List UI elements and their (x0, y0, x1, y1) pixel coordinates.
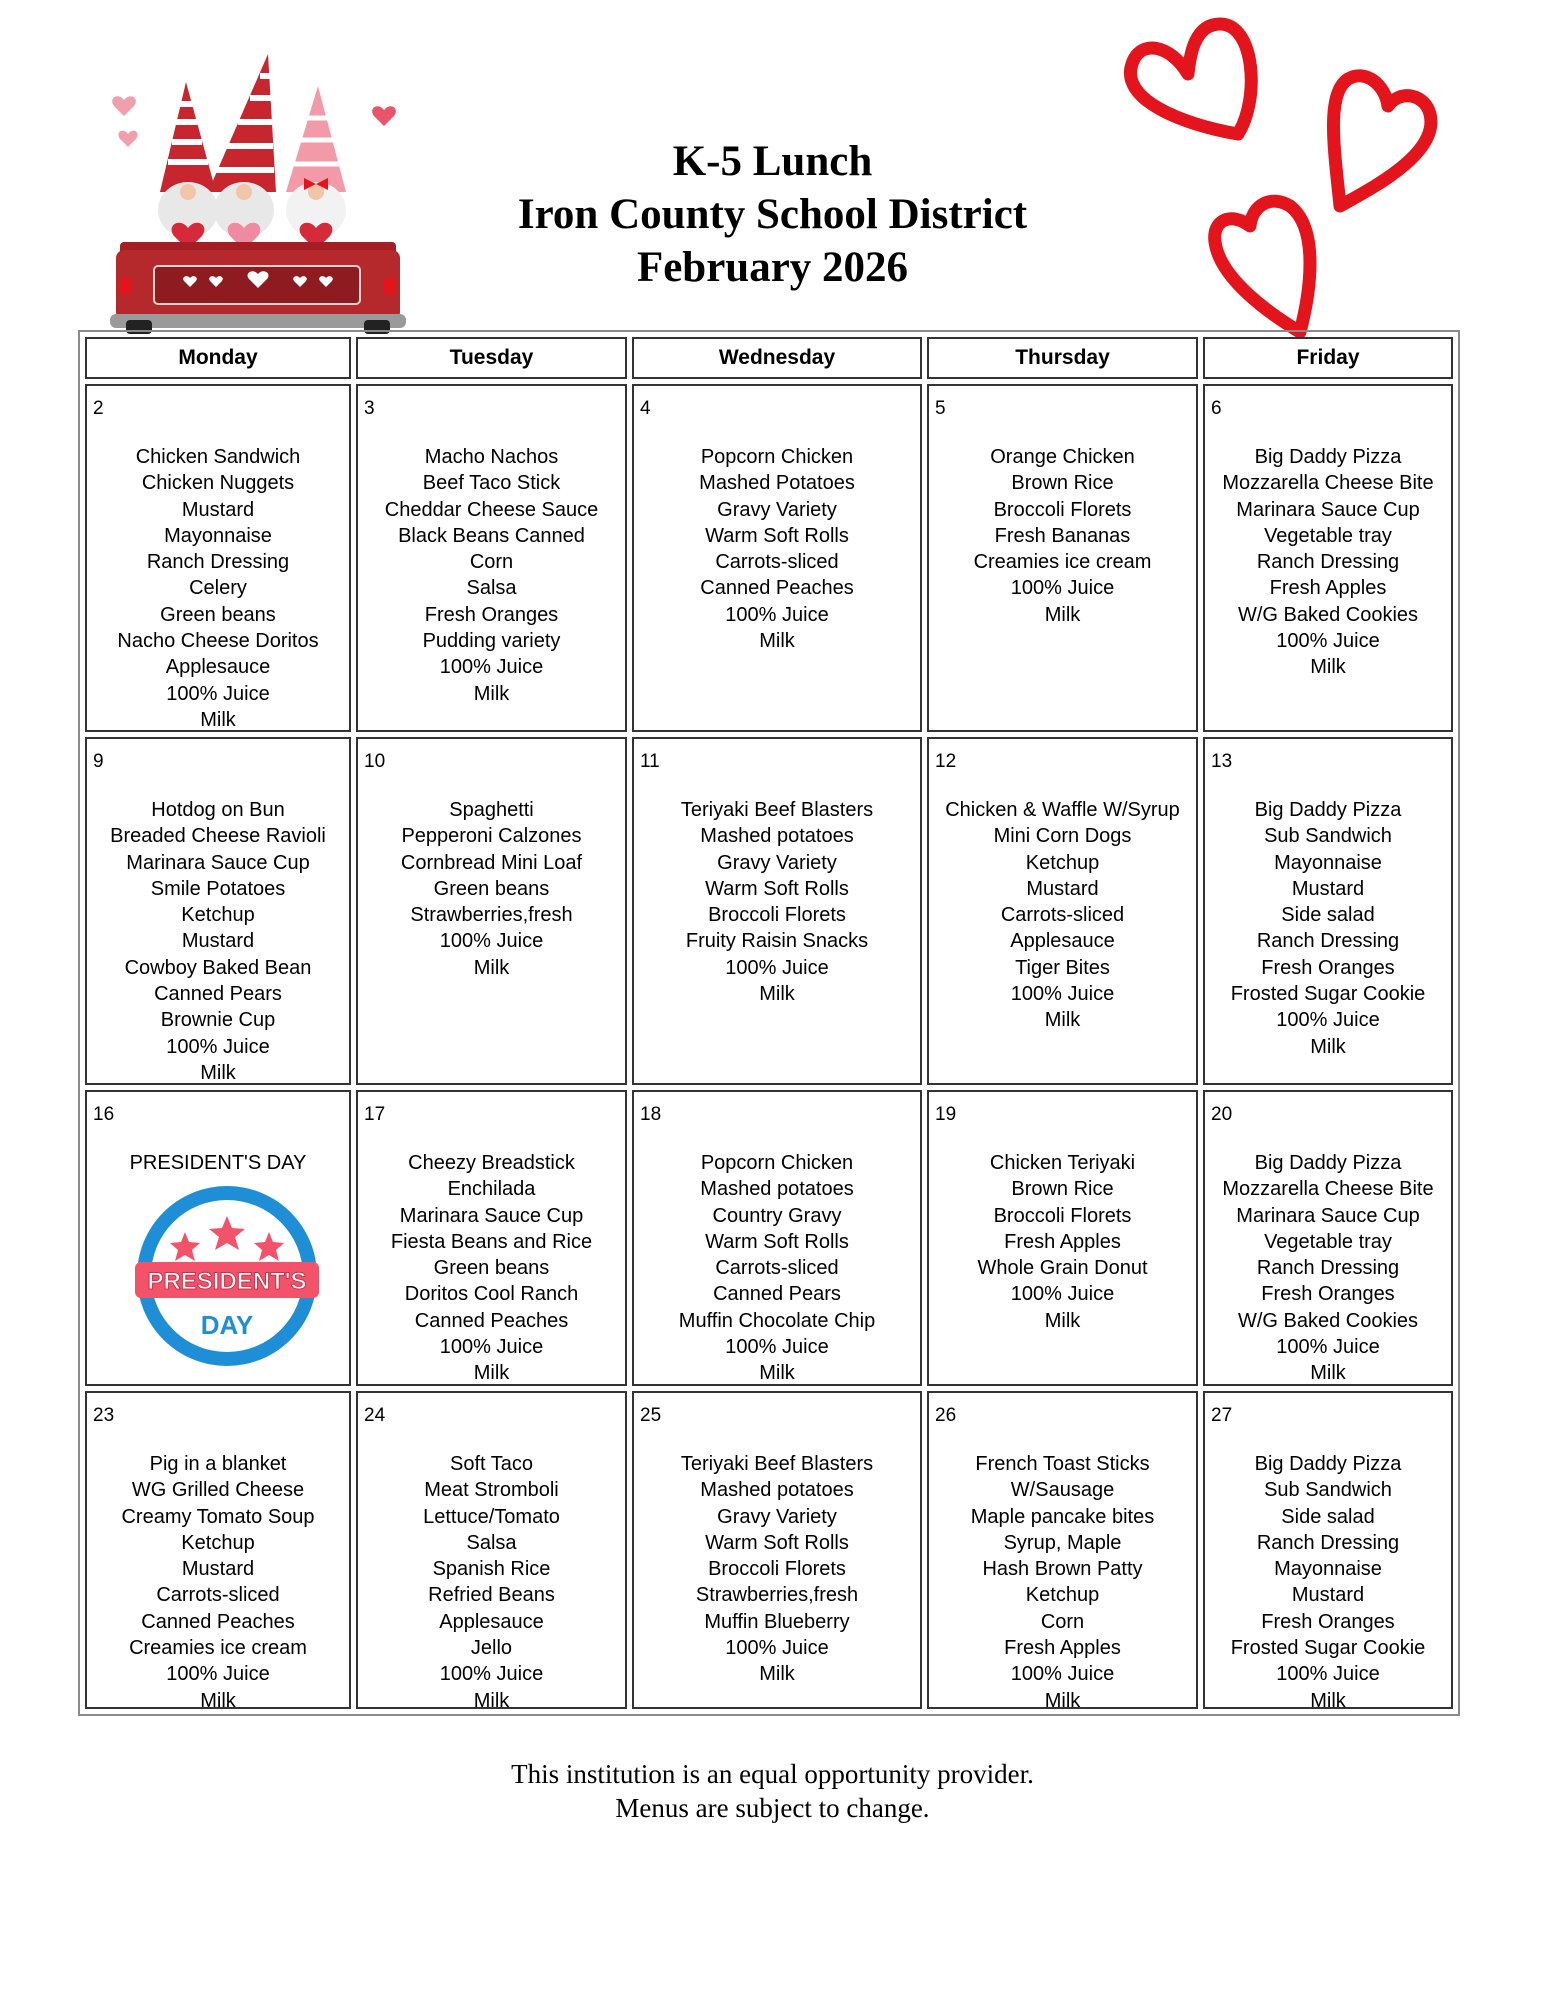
menu-item: Fresh Oranges (1261, 1610, 1395, 1633)
menu-item: Big Daddy Pizza (1254, 446, 1402, 468)
weekday-friday: Friday (1203, 337, 1453, 379)
menu-item: Carrots-sliced (1000, 904, 1125, 927)
menu-item: Vegetable tray (1264, 1230, 1392, 1253)
menu-item: Applesauce (439, 1610, 544, 1633)
menu-item: Ranch Dressing (146, 551, 290, 574)
menu-item: Celery (189, 577, 247, 600)
menu-items (87, 1150, 349, 1176)
menu-items (358, 1451, 625, 1709)
weekday-monday: Monday (85, 337, 351, 379)
weekday-tuesday: Tuesday (356, 337, 627, 379)
menu-item: 100% Juice (166, 682, 270, 705)
menu-items (929, 1451, 1196, 1709)
menu-item: Pepperoni Calzones (401, 825, 582, 848)
day-cell (356, 1090, 627, 1386)
menu-item: Corn (469, 551, 514, 574)
menu-item: Marinara Sauce Cup (399, 1204, 584, 1227)
menu-item: Tiger Bites (1015, 956, 1110, 979)
menu-item: Fresh Oranges (1261, 956, 1395, 979)
menu-items (358, 1150, 625, 1386)
menu-item: Muffin Blueberry (704, 1610, 850, 1633)
day-number: 18 (640, 1104, 662, 1125)
menu-item: Milk (200, 1061, 236, 1084)
day-cell (356, 737, 627, 1085)
menu-item: Ketchup (181, 1531, 255, 1554)
menu-items (87, 444, 349, 732)
menu-item: Brownie Cup (160, 1009, 276, 1032)
menu-item: Milk (473, 1689, 510, 1709)
menu-item: Nacho Cheese Doritos (117, 630, 319, 653)
menu-item: Carrots-sliced (715, 551, 839, 574)
day-number: 19 (935, 1104, 957, 1125)
menu-item: Warm Soft Rolls (705, 524, 849, 547)
menu-item: WG Grilled Cheese (131, 1479, 305, 1502)
day-cell (927, 384, 1198, 732)
menu-item: 100% Juice (439, 656, 544, 679)
menu-item: Chicken & Waffle W/Syrup (945, 799, 1180, 821)
menu-item: Meat Stromboli (424, 1479, 559, 1502)
lunch-calendar (78, 330, 1460, 1716)
menu-item: Milk (473, 682, 510, 705)
menu-item: Mashed potatoes (700, 1479, 854, 1502)
menu-item: Chicken Nuggets (141, 472, 295, 495)
menu-item: Canned Pears (713, 1283, 841, 1306)
menu-item: Mustard (1291, 877, 1365, 900)
menu-item: Milk (200, 708, 236, 731)
menu-item: 100% Juice (166, 1663, 270, 1686)
menu-item: 100% Juice (439, 1336, 544, 1359)
menu-item: Applesauce (165, 656, 271, 679)
menu-item: Mustard (181, 1558, 255, 1581)
menu-item: Side salad (1281, 904, 1375, 927)
menu-items (87, 1451, 349, 1709)
day-number: 2 (93, 398, 104, 419)
menu-items (1205, 1451, 1451, 1709)
menu-item: French Toast Sticks (975, 1453, 1150, 1475)
menu-items (929, 797, 1196, 1034)
menu-item: 100% Juice (166, 1035, 270, 1058)
menu-item: 100% Juice (725, 1336, 829, 1359)
menu-item: Mashed potatoes (700, 825, 854, 848)
menu-item: Frosted Sugar Cookie (1230, 983, 1426, 1006)
menu-item: PRESIDENT'S DAY (129, 1152, 307, 1174)
menu-item: Frosted Sugar Cookie (1230, 1637, 1426, 1660)
day-number: 27 (1211, 1405, 1233, 1426)
menu-items (929, 444, 1196, 628)
menu-item: Teriyaki Beef Blasters (680, 1453, 874, 1475)
menu-item: Milk (759, 630, 795, 653)
menu-item: Carrots-sliced (156, 1584, 280, 1607)
menu-item: Milk (473, 1362, 510, 1385)
menu-item: Ketchup (181, 904, 255, 927)
menu-item: Spaghetti (449, 799, 534, 821)
day-number: 13 (1211, 751, 1233, 772)
menu-item: Fresh Oranges (1261, 1283, 1395, 1306)
menu-item: Milk (1044, 1009, 1081, 1032)
menu-item: Marinara Sauce Cup (1236, 498, 1420, 521)
day-number: 4 (640, 398, 651, 419)
weekday-wednesday: Wednesday (632, 337, 922, 379)
menu-item: Ranch Dressing (1256, 1531, 1400, 1554)
menu-items (634, 1150, 920, 1386)
day-cell (927, 1391, 1198, 1709)
menu-item: Ranch Dressing (1256, 1257, 1400, 1280)
menu-item: Green beans (433, 1257, 550, 1280)
footer-notice (0, 1757, 1545, 1825)
menu-item: Mashed Potatoes (699, 472, 855, 495)
presidents-day-badge (135, 1184, 319, 1368)
menu-item: Doritos Cool Ranch (404, 1283, 579, 1306)
weekday-thursday: Thursday (927, 337, 1198, 379)
day-number: 11 (640, 751, 660, 772)
menu-item: Corn (1040, 1610, 1085, 1633)
menu-item: Creamies ice cream (973, 551, 1152, 574)
menu-item: Cheezy Breadstick (408, 1152, 575, 1174)
menu-item: Chicken Teriyaki (989, 1152, 1136, 1174)
menu-item: W/G Baked Cookies (1237, 603, 1419, 626)
menu-item: Mashed potatoes (700, 1178, 854, 1201)
day-cell (632, 1090, 922, 1386)
day-cell (1203, 1090, 1453, 1386)
menu-item: Chicken Sandwich (135, 446, 301, 468)
menu-item: Milk (1310, 656, 1346, 679)
menu-item: Maple pancake bites (970, 1505, 1155, 1528)
menu-item: Applesauce (1010, 930, 1115, 953)
menu-item: Fresh Apples (1004, 1230, 1121, 1253)
day-cell (632, 1391, 922, 1709)
menu-item: Lettuce/Tomato (423, 1505, 560, 1528)
day-number: 20 (1211, 1104, 1233, 1125)
title-line-1: K-5 Lunch (672, 138, 873, 185)
day-number: 12 (935, 751, 957, 772)
week-row (85, 1391, 1453, 1709)
menu-items (1205, 1150, 1451, 1386)
menu-item: Big Daddy Pizza (1254, 1453, 1402, 1475)
day-number: 23 (93, 1405, 115, 1426)
menu-item: Broccoli Florets (993, 1204, 1132, 1227)
menu-item: Popcorn Chicken (700, 1152, 854, 1174)
menu-item: Macho Nachos (424, 446, 559, 468)
menu-item: Carrots-sliced (715, 1257, 839, 1280)
menu-item: Gravy Variety (717, 851, 837, 874)
menu-item: Ranch Dressing (1256, 930, 1400, 953)
menu-items (634, 1451, 920, 1688)
menu-item: Milk (1044, 603, 1081, 626)
menu-items (87, 797, 349, 1085)
menu-item: Milk (759, 1663, 795, 1686)
menu-item: Fruity Raisin Snacks (685, 930, 869, 953)
menu-item: Milk (1310, 1362, 1346, 1385)
menu-item: Broccoli Florets (708, 904, 846, 927)
menu-item: Strawberries,fresh (410, 904, 573, 927)
title-line-2: Iron County School District (517, 191, 1028, 238)
menu-item: Milk (1044, 1689, 1081, 1709)
day-cell (632, 384, 922, 732)
menu-items (358, 444, 625, 707)
menu-item: Cornbread Mini Loaf (400, 851, 583, 874)
menu-item: Brown Rice (1011, 1178, 1114, 1201)
day-cell (927, 737, 1198, 1085)
day-number: 6 (1211, 398, 1222, 419)
menu-item: W/Sausage (1010, 1479, 1115, 1502)
menu-item: Creamies ice cream (129, 1637, 307, 1660)
day-number: 26 (935, 1405, 957, 1426)
badge-line-2: DAY (200, 1310, 254, 1340)
day-cell (927, 1090, 1198, 1386)
menu-items (1205, 444, 1451, 681)
menu-item: W/G Baked Cookies (1237, 1309, 1419, 1332)
menu-item: Beef Taco Stick (422, 472, 561, 495)
menu-item: Canned Peaches (414, 1309, 569, 1332)
day-cell (356, 384, 627, 732)
day-number: 9 (93, 751, 104, 772)
menu-item: Broccoli Florets (708, 1558, 846, 1581)
menu-item: Big Daddy Pizza (1254, 1152, 1402, 1174)
week-row (85, 737, 1453, 1085)
menu-item: Black Beans Canned (398, 524, 585, 547)
day-number: 3 (364, 398, 375, 419)
menu-item: 100% Juice (439, 930, 544, 953)
menu-item: 100% Juice (1010, 577, 1115, 600)
menu-item: Warm Soft Rolls (705, 1230, 849, 1253)
menu-item: Salsa (466, 1531, 517, 1554)
menu-item: Refried Beans (428, 1584, 555, 1607)
menu-item: Milk (1044, 1309, 1081, 1332)
menu-item: Country Gravy (712, 1204, 842, 1227)
badge-line-1: PRESIDENT'S (147, 1268, 307, 1295)
menu-item: Salsa (466, 577, 517, 600)
menu-item: Ketchup (1025, 1584, 1100, 1607)
menu-item: Mustard (181, 498, 255, 521)
menu-item: 100% Juice (1010, 983, 1115, 1006)
menu-item: Fresh Oranges (424, 603, 559, 626)
menu-item: Milk (200, 1689, 236, 1709)
menu-item: Warm Soft Rolls (705, 877, 849, 900)
menu-item: Breaded Cheese Ravioli (110, 825, 326, 848)
menu-item: Jello (470, 1637, 513, 1660)
day-cell (1203, 737, 1453, 1085)
menu-item: Marinara Sauce Cup (126, 851, 310, 874)
menu-item: Marinara Sauce Cup (1236, 1204, 1420, 1227)
menu-item: Milk (759, 1362, 795, 1385)
weekday-header-row (85, 337, 1453, 379)
menu-item: 100% Juice (1276, 1336, 1380, 1359)
menu-title (0, 135, 1545, 294)
day-number: 25 (640, 1405, 662, 1426)
day-cell (1203, 384, 1453, 732)
menu-item: Fiesta Beans and Rice (390, 1230, 593, 1253)
menu-item: Mustard (1026, 877, 1099, 900)
menu-item: Syrup, Maple (1003, 1531, 1122, 1554)
menu-item: Sub Sandwich (1264, 825, 1392, 848)
menu-item: 100% Juice (725, 603, 829, 626)
menu-item: Popcorn Chicken (700, 446, 854, 468)
menu-item: Creamy Tomato Soup (121, 1505, 315, 1528)
menu-item: Orange Chicken (990, 446, 1135, 468)
menu-item: Vegetable tray (1264, 524, 1392, 547)
menu-item: 100% Juice (1276, 1009, 1380, 1032)
day-cell (632, 737, 922, 1085)
menu-item: Mustard (181, 930, 255, 953)
menu-item: Milk (1310, 1689, 1346, 1709)
menu-item: Green beans (433, 877, 550, 900)
menu-item: Mozzarella Cheese Bite (1222, 472, 1434, 495)
menu-item: Brown Rice (1011, 472, 1114, 495)
menu-item: Fresh Apples (1269, 577, 1387, 600)
menu-item: Teriyaki Beef Blasters (680, 799, 874, 821)
menu-item: Ranch Dressing (1256, 551, 1400, 574)
menu-item: Enchilada (447, 1178, 536, 1201)
menu-item: Mozzarella Cheese Bite (1222, 1178, 1434, 1201)
menu-item: 100% Juice (725, 1637, 829, 1660)
menu-item: Mini Corn Dogs (993, 825, 1132, 848)
menu-item: 100% Juice (1010, 1663, 1115, 1686)
day-cell (85, 737, 351, 1085)
menu-item: Pudding variety (422, 630, 561, 653)
title-line-3: February 2026 (636, 244, 909, 291)
day-cell (85, 1090, 351, 1386)
day-number: 10 (364, 751, 386, 772)
menu-item: Pig in a blanket (149, 1453, 287, 1475)
menu-item: Gravy Variety (717, 1505, 837, 1528)
menu-items (1205, 797, 1451, 1060)
menu-item: Ketchup (1025, 851, 1100, 874)
menu-items (634, 797, 920, 1007)
menu-item: Mayonnaise (1274, 1558, 1382, 1581)
week-row (85, 384, 1453, 732)
menu-item: Warm Soft Rolls (705, 1531, 849, 1554)
menu-item: Cheddar Cheese Sauce (384, 498, 599, 521)
day-number: 17 (364, 1104, 386, 1125)
menu-item: Smile Potatoes (150, 877, 286, 900)
menu-item: Hotdog on Bun (151, 799, 285, 821)
menu-item: Soft Taco (449, 1453, 534, 1475)
menu-item: Broccoli Florets (993, 498, 1132, 521)
day-number: 5 (935, 398, 946, 419)
menu-item: Mayonnaise (164, 524, 272, 547)
equal-opportunity-statement: This institution is an equal opportunity provider. (511, 1759, 1034, 1789)
menu-item: Milk (473, 956, 510, 979)
menu-item: 100% Juice (1010, 1283, 1115, 1306)
menu-item: Whole Grain Donut (977, 1257, 1148, 1280)
menu-item: Green beans (160, 603, 276, 626)
menu-item: Canned Peaches (700, 577, 854, 600)
menu-item: Fresh Apples (1004, 1637, 1121, 1660)
menu-change-notice: Menus are subject to change. (615, 1793, 930, 1823)
menu-items (634, 444, 920, 654)
menu-item: Canned Pears (154, 983, 282, 1006)
menu-items (358, 797, 625, 981)
menu-item: Milk (1310, 1035, 1346, 1058)
menu-item: 100% Juice (1276, 1663, 1380, 1686)
menu-item: Canned Peaches (141, 1610, 295, 1633)
menu-item: 100% Juice (439, 1663, 544, 1686)
menu-item: 100% Juice (725, 956, 829, 979)
menu-item: 100% Juice (1276, 630, 1380, 653)
menu-item: Strawberries,fresh (695, 1584, 859, 1607)
menu-item: Muffin Chocolate Chip (678, 1309, 876, 1332)
menu-items (929, 1150, 1196, 1334)
menu-item: Milk (759, 983, 795, 1006)
menu-item: Mustard (1291, 1584, 1365, 1607)
menu-item: Hash Brown Patty (982, 1558, 1143, 1581)
menu-item: Gravy Variety (717, 498, 837, 521)
day-cell (356, 1391, 627, 1709)
menu-item: Side salad (1281, 1505, 1375, 1528)
menu-item: Sub Sandwich (1264, 1479, 1392, 1502)
day-number: 24 (364, 1405, 386, 1426)
menu-item: Spanish Rice (432, 1558, 551, 1581)
day-cell (85, 1391, 351, 1709)
day-cell (85, 384, 351, 732)
week-row (85, 1090, 1453, 1386)
day-cell (1203, 1391, 1453, 1709)
day-number: 16 (93, 1104, 115, 1125)
menu-item: Mayonnaise (1274, 851, 1382, 874)
menu-item: Big Daddy Pizza (1254, 799, 1402, 821)
menu-item: Fresh Bananas (994, 524, 1131, 547)
menu-item: Cowboy Baked Bean (124, 956, 312, 979)
